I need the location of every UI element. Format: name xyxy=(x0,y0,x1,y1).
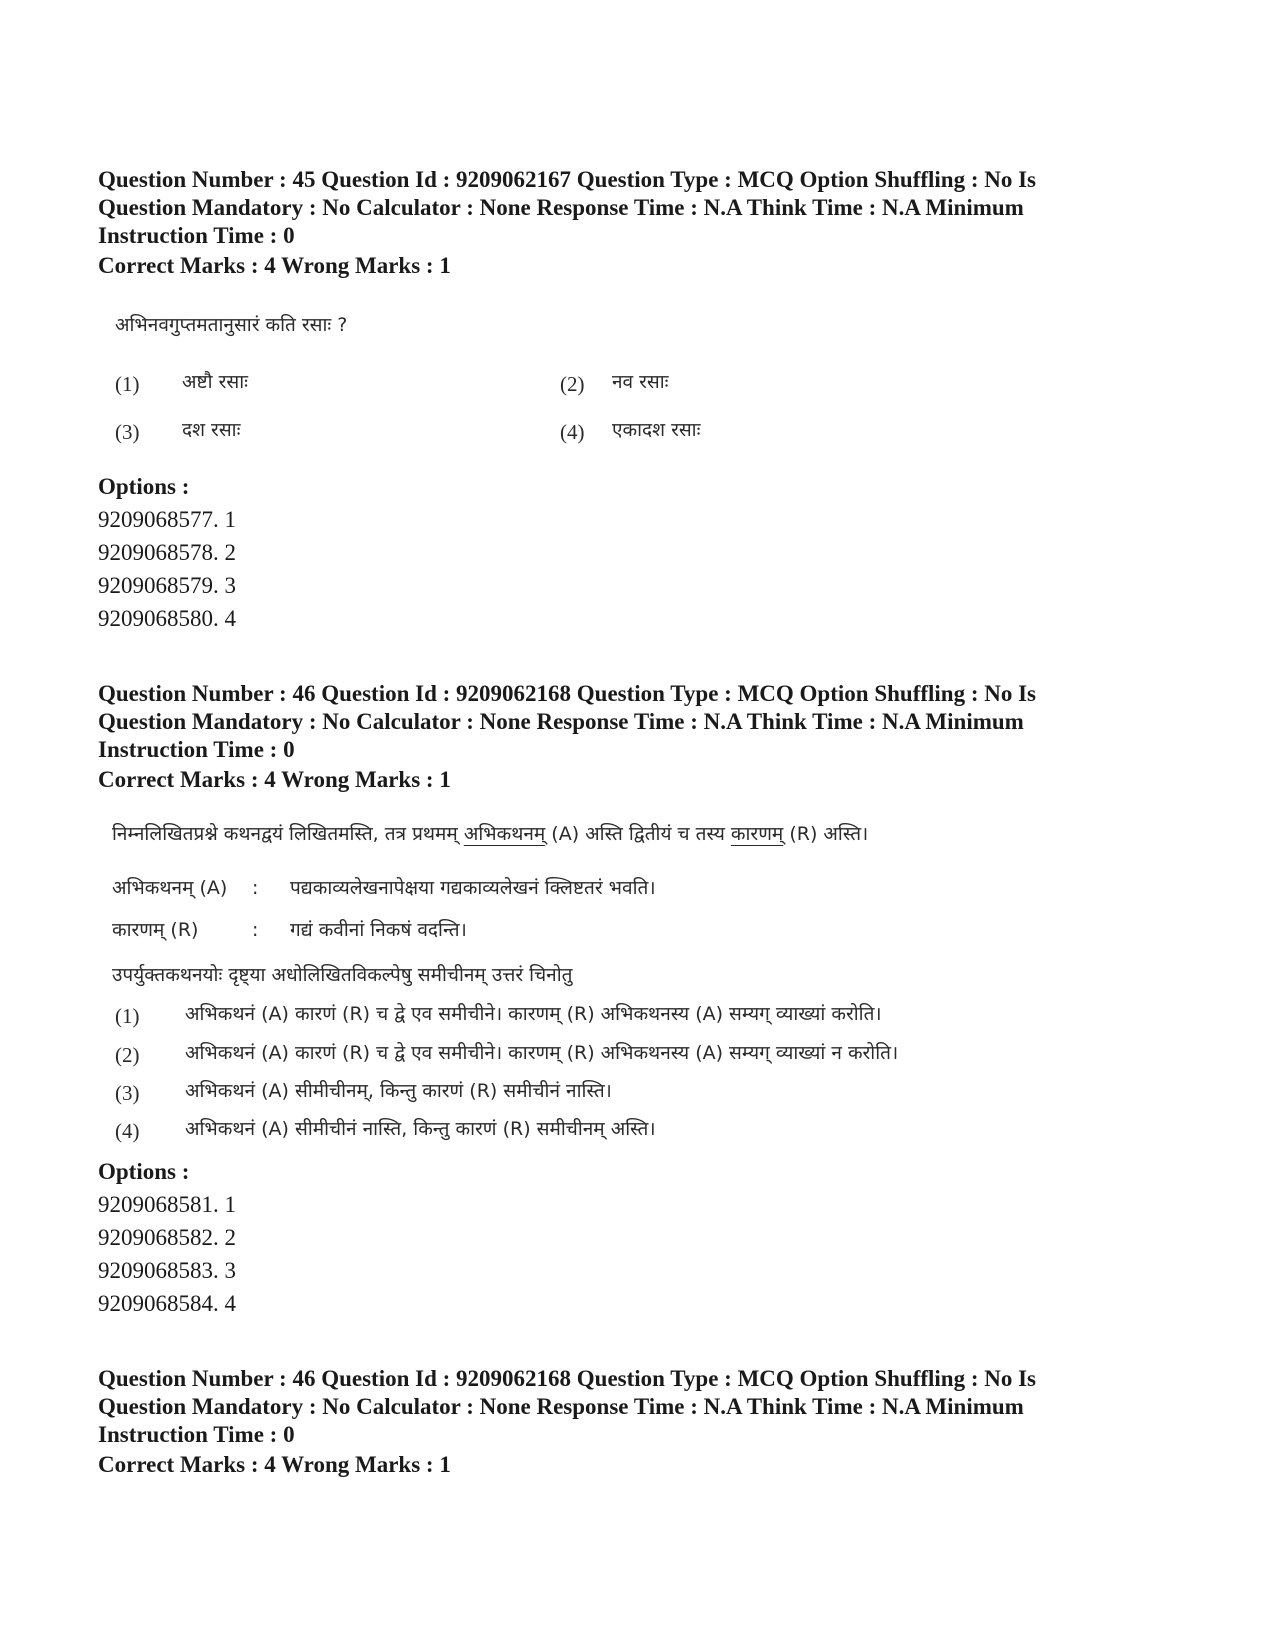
q46-assertion-label: अभिकथनम् (A) xyxy=(112,877,228,899)
q46-intro xyxy=(112,821,868,847)
q46-choice-4-text: अभिकथनं (A) सीमीचीनं नास्ति, किन्तु कारणं (R) समीचीनम् अस्ति। xyxy=(185,1118,656,1140)
q45-option-1: 9209068577. 1 xyxy=(98,507,236,532)
q46-instruction: उपर्युक्तकथनयोः दृष्ट्या अधोलिखितविकल्पेषु समीचीनम् उत्तरं चिनोतु xyxy=(112,964,573,986)
q46-option-4: 9209068584. 4 xyxy=(98,1291,236,1316)
q45-option-2: 9209068578. 2 xyxy=(98,540,236,565)
q45-choice-2-text: नव रसाः xyxy=(612,371,669,393)
q46-choice-1-text: अभिकथनं (A) कारणं (R) च द्वे एव समीचीने। कारणम् (R) अभिकथनस्य (A) सम्यग् व्याख्यां करोति। xyxy=(185,1003,882,1025)
q46b-marks: Correct Marks : 4 Wrong Marks : 1 xyxy=(98,1452,451,1477)
q46-choice-4-num: (4) xyxy=(115,1119,140,1143)
q46-intro-reason-term: कारणम् xyxy=(730,823,784,845)
q46-reason-colon: : xyxy=(252,919,259,941)
q45-marks: Correct Marks : 4 Wrong Marks : 1 xyxy=(98,253,451,278)
q46-assertion-text: पद्यकाव्यलेखनापेक्षया गद्यकाव्यलेखनं क्लिष्टतरं भवति। xyxy=(290,877,656,899)
q46-options-label: Options : xyxy=(98,1159,190,1184)
q45-options-label: Options : xyxy=(98,474,190,499)
q46-option-2: 9209068582. 2 xyxy=(98,1225,236,1250)
q46-choice-1-num: (1) xyxy=(115,1004,140,1028)
q46-choice-2-num: (2) xyxy=(115,1043,140,1067)
q46-marks: Correct Marks : 4 Wrong Marks : 1 xyxy=(98,767,451,792)
q45-question: अभिनवगुप्तमतानुसारं कति रसाः ? xyxy=(115,314,348,336)
q46-choice-3-text: अभिकथनं (A) सीमीचीनम्, किन्तु कारणं (R) समीचीनं नास्ति। xyxy=(185,1080,612,1102)
q45-option-4: 9209068580. 4 xyxy=(98,606,236,631)
q45-choice-2-num: (2) xyxy=(560,372,585,396)
q46-intro-part: निम्नलिखितप्रश्ने कथनद्वयं लिखितमस्ति, तत्र प्रथमम् xyxy=(112,823,464,845)
q45-choice-3-text: दश रसाः xyxy=(182,419,241,441)
q46-reason-label: कारणम् (R) xyxy=(112,919,199,941)
q45-choice-4-num: (4) xyxy=(560,420,585,444)
q46-option-3: 9209068583. 3 xyxy=(98,1258,236,1283)
q45-choice-3-num: (3) xyxy=(115,420,140,444)
q46-choice-2-text: अभिकथनं (A) कारणं (R) च द्वे एव समीचीने। कारणम् (R) अभिकथनस्य (A) सम्यग् व्याख्यां न करोति। xyxy=(185,1042,899,1064)
q46-header: Question Number : 46 Question Id : 9209062168 Question Type : MCQ Option Shuffling : No Is Question Mandatory : No Calculator : None Response Time : N.A Think Time : N.A Minimum Instruction Time : 0 xyxy=(98,681,1037,762)
q45-option-3: 9209068579. 3 xyxy=(98,573,236,598)
q45-header: Question Number : 45 Question Id : 9209062167 Question Type : MCQ Option Shuffling : No Is Question Mandatory : No Calculator : None Response Time : N.A Think Time : N.A Minimum Instruction Time : 0 xyxy=(98,167,1037,248)
q46-choice-3-num: (3) xyxy=(115,1081,140,1105)
q46-option-1: 9209068581. 1 xyxy=(98,1192,236,1217)
q46-intro-part: (A) अस्ति द्वितीयं च तस्य xyxy=(545,823,731,845)
q45-choice-1-text: अष्टौ रसाः xyxy=(182,371,248,393)
q46-intro-part: (R) अस्ति। xyxy=(783,823,869,845)
q46-reason-text: गद्यं कवीनां निकषं वदन्ति। xyxy=(290,919,467,941)
q46-assertion-colon: : xyxy=(252,877,259,899)
q46-intro-assertion-term: अभिकथनम् xyxy=(463,823,546,845)
q45-choice-4-text: एकादश रसाः xyxy=(612,419,701,441)
q46b-header: Question Number : 46 Question Id : 9209062168 Question Type : MCQ Option Shuffling : No Is Question Mandatory : No Calculator : None Response Time : N.A Think Time : N.A Minimum Instruction Time : 0 xyxy=(98,1366,1037,1447)
q45-choice-1-num: (1) xyxy=(115,372,140,396)
